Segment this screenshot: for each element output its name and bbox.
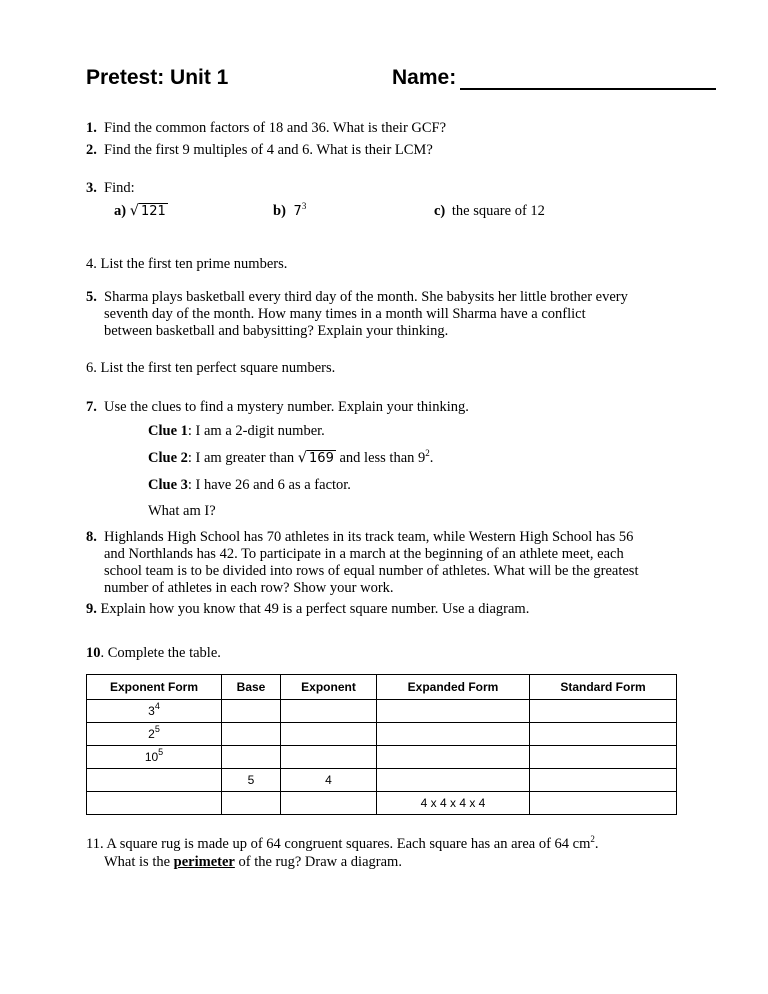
standard-form-cell[interactable] <box>530 769 677 792</box>
table-row <box>87 769 677 792</box>
name-blank-line[interactable] <box>460 68 716 90</box>
base-cell[interactable] <box>222 723 281 746</box>
question-number: 10 <box>86 645 101 661</box>
question-3c <box>434 203 545 220</box>
power-base: 10 <box>144 750 159 764</box>
question-7-ask: What am I? <box>148 503 216 519</box>
part-label: c) <box>434 203 446 219</box>
standard-form-cell[interactable] <box>530 792 677 815</box>
radicand: 121 <box>140 204 166 219</box>
exponent-cell[interactable]: 4 <box>281 769 377 792</box>
page-title: Pretest: Unit 1 <box>86 66 229 89</box>
question-6-text: 6. List the first ten perfect square numbers. <box>86 360 336 376</box>
clue-label: Clue 2 <box>148 450 188 466</box>
power-base: 2 <box>148 727 155 741</box>
clue-text-post: and less than 9 <box>335 450 426 466</box>
part-label: a) <box>114 203 127 219</box>
standard-form-cell[interactable] <box>530 746 677 769</box>
question-11-text-post: of the rug? Draw a diagram. <box>234 854 402 870</box>
part-label: b) <box>273 203 286 219</box>
question-7 <box>86 399 97 416</box>
base-cell[interactable]: 5 <box>222 769 281 792</box>
table-header-cell: Standard Form <box>530 675 677 700</box>
exponent-cell[interactable] <box>281 700 377 723</box>
question-2-text: Find the first 9 multiples of 4 and 6. What is their LCM? <box>104 142 433 158</box>
power-exponent: 2 <box>425 448 430 458</box>
question-3 <box>86 180 97 197</box>
exponent-table <box>86 674 677 815</box>
table-header-cell: Exponent Form <box>87 675 222 700</box>
table-header-cell: Base <box>222 675 281 700</box>
part-text: the square of 12 <box>451 203 545 219</box>
question-9 <box>86 601 529 618</box>
power-exponent: 5 <box>154 724 160 734</box>
clue-label: Clue 3 <box>148 477 188 493</box>
question-number: 9. <box>86 601 97 617</box>
exponent-form-cell[interactable] <box>87 792 222 815</box>
question-11-line-2 <box>104 854 402 871</box>
table-row <box>87 792 677 815</box>
question-number: 2. <box>86 142 97 158</box>
question-4-text: 4. List the first ten prime numbers. <box>86 256 288 272</box>
standard-form-cell[interactable] <box>530 700 677 723</box>
name-field[interactable] <box>392 66 716 90</box>
question-3-text: Find: <box>104 180 135 196</box>
clue-text-end: . <box>429 450 434 466</box>
clue-text: : I have 26 and 6 as a factor. <box>187 477 351 493</box>
exponent-form-cell[interactable] <box>87 700 222 723</box>
question-10 <box>86 645 221 662</box>
clue-text: : I am greater than <box>187 450 295 466</box>
power-exponent: 2 <box>590 834 595 844</box>
table-row <box>87 746 677 769</box>
sqrt-symbol: √ <box>129 203 139 219</box>
exponent-cell[interactable] <box>281 723 377 746</box>
exponent-cell[interactable] <box>281 792 377 815</box>
clue-1 <box>148 423 325 440</box>
question-number: 3. <box>86 180 97 196</box>
expanded-form-cell[interactable] <box>377 700 530 723</box>
question-number: 5. <box>86 289 97 305</box>
question-8 <box>86 529 97 546</box>
question-2 <box>86 142 97 159</box>
power-exponent: 3 <box>301 201 307 211</box>
expanded-form-cell[interactable]: 4 x 4 x 4 x 4 <box>377 792 530 815</box>
expanded-form-cell[interactable] <box>377 746 530 769</box>
table-row <box>87 700 677 723</box>
question-1-text: Find the common factors of 18 and 36. What is their GCF? <box>104 120 447 136</box>
power-base: 3 <box>148 704 155 718</box>
exponent-cell[interactable] <box>281 746 377 769</box>
question-5-text: Sharma plays basketball every third day of the month. She babysits her little brother every seventh day of the month. How many times in a month will Sharma have a conflict between basketball and babysitting? Explain your thinking. <box>104 289 628 339</box>
base-cell[interactable] <box>222 700 281 723</box>
sqrt-symbol: √ <box>297 450 308 466</box>
base-cell[interactable] <box>222 792 281 815</box>
expanded-form-cell[interactable] <box>377 723 530 746</box>
clue-2 <box>148 450 433 467</box>
question-number: 1. <box>86 120 97 136</box>
table-header-cell: Expanded Form <box>377 675 530 700</box>
table-row <box>87 723 677 746</box>
question-number: 7. <box>86 399 97 415</box>
question-7-text: Use the clues to find a mystery number. Explain your thinking. <box>104 399 469 415</box>
clue-label: Clue 1 <box>148 423 188 439</box>
power-exponent: 4 <box>154 701 160 711</box>
name-label: Name: <box>392 66 457 89</box>
power-base: 7 <box>293 204 302 219</box>
question-10-text: . Complete the table. <box>100 645 221 661</box>
question-number: 8. <box>86 529 97 545</box>
table-header-cell: Exponent <box>281 675 377 700</box>
question-1 <box>86 120 97 137</box>
question-9-text: Explain how you know that 49 is a perfect square number. Use a diagram. <box>96 601 530 617</box>
question-11-line-1 <box>86 836 599 853</box>
emphasis-word: perimeter <box>173 854 235 870</box>
exponent-form-cell[interactable] <box>87 723 222 746</box>
power-exponent: 5 <box>158 747 164 757</box>
base-cell[interactable] <box>222 746 281 769</box>
question-3a <box>114 203 168 220</box>
question-11-text: 11. A square rug is made up of 64 congruent squares. Each square has an area of 64 cm <box>86 836 591 852</box>
question-3b <box>273 203 306 220</box>
standard-form-cell[interactable] <box>530 723 677 746</box>
radicand: 169 <box>309 451 334 466</box>
exponent-form-cell[interactable] <box>87 746 222 769</box>
question-8-text: Highlands High School has 70 athletes in its track team, while Western High School has 56 and Northlands has 42. To participate in a march at the beginning of an athlete meet, each school team is to be divided into rows of equal number of athletes. What will be the greatest number of athletes in each row? Show your work. <box>104 529 639 596</box>
clue-text: : I am a 2-digit number. <box>187 423 325 439</box>
expanded-form-cell[interactable] <box>377 769 530 792</box>
table-header-row <box>87 675 677 700</box>
question-11-text: What is the <box>104 854 174 870</box>
question-11-text-end: . <box>594 836 599 852</box>
question-5 <box>86 289 97 306</box>
clue-3 <box>148 477 351 494</box>
exponent-form-cell[interactable] <box>87 769 222 792</box>
